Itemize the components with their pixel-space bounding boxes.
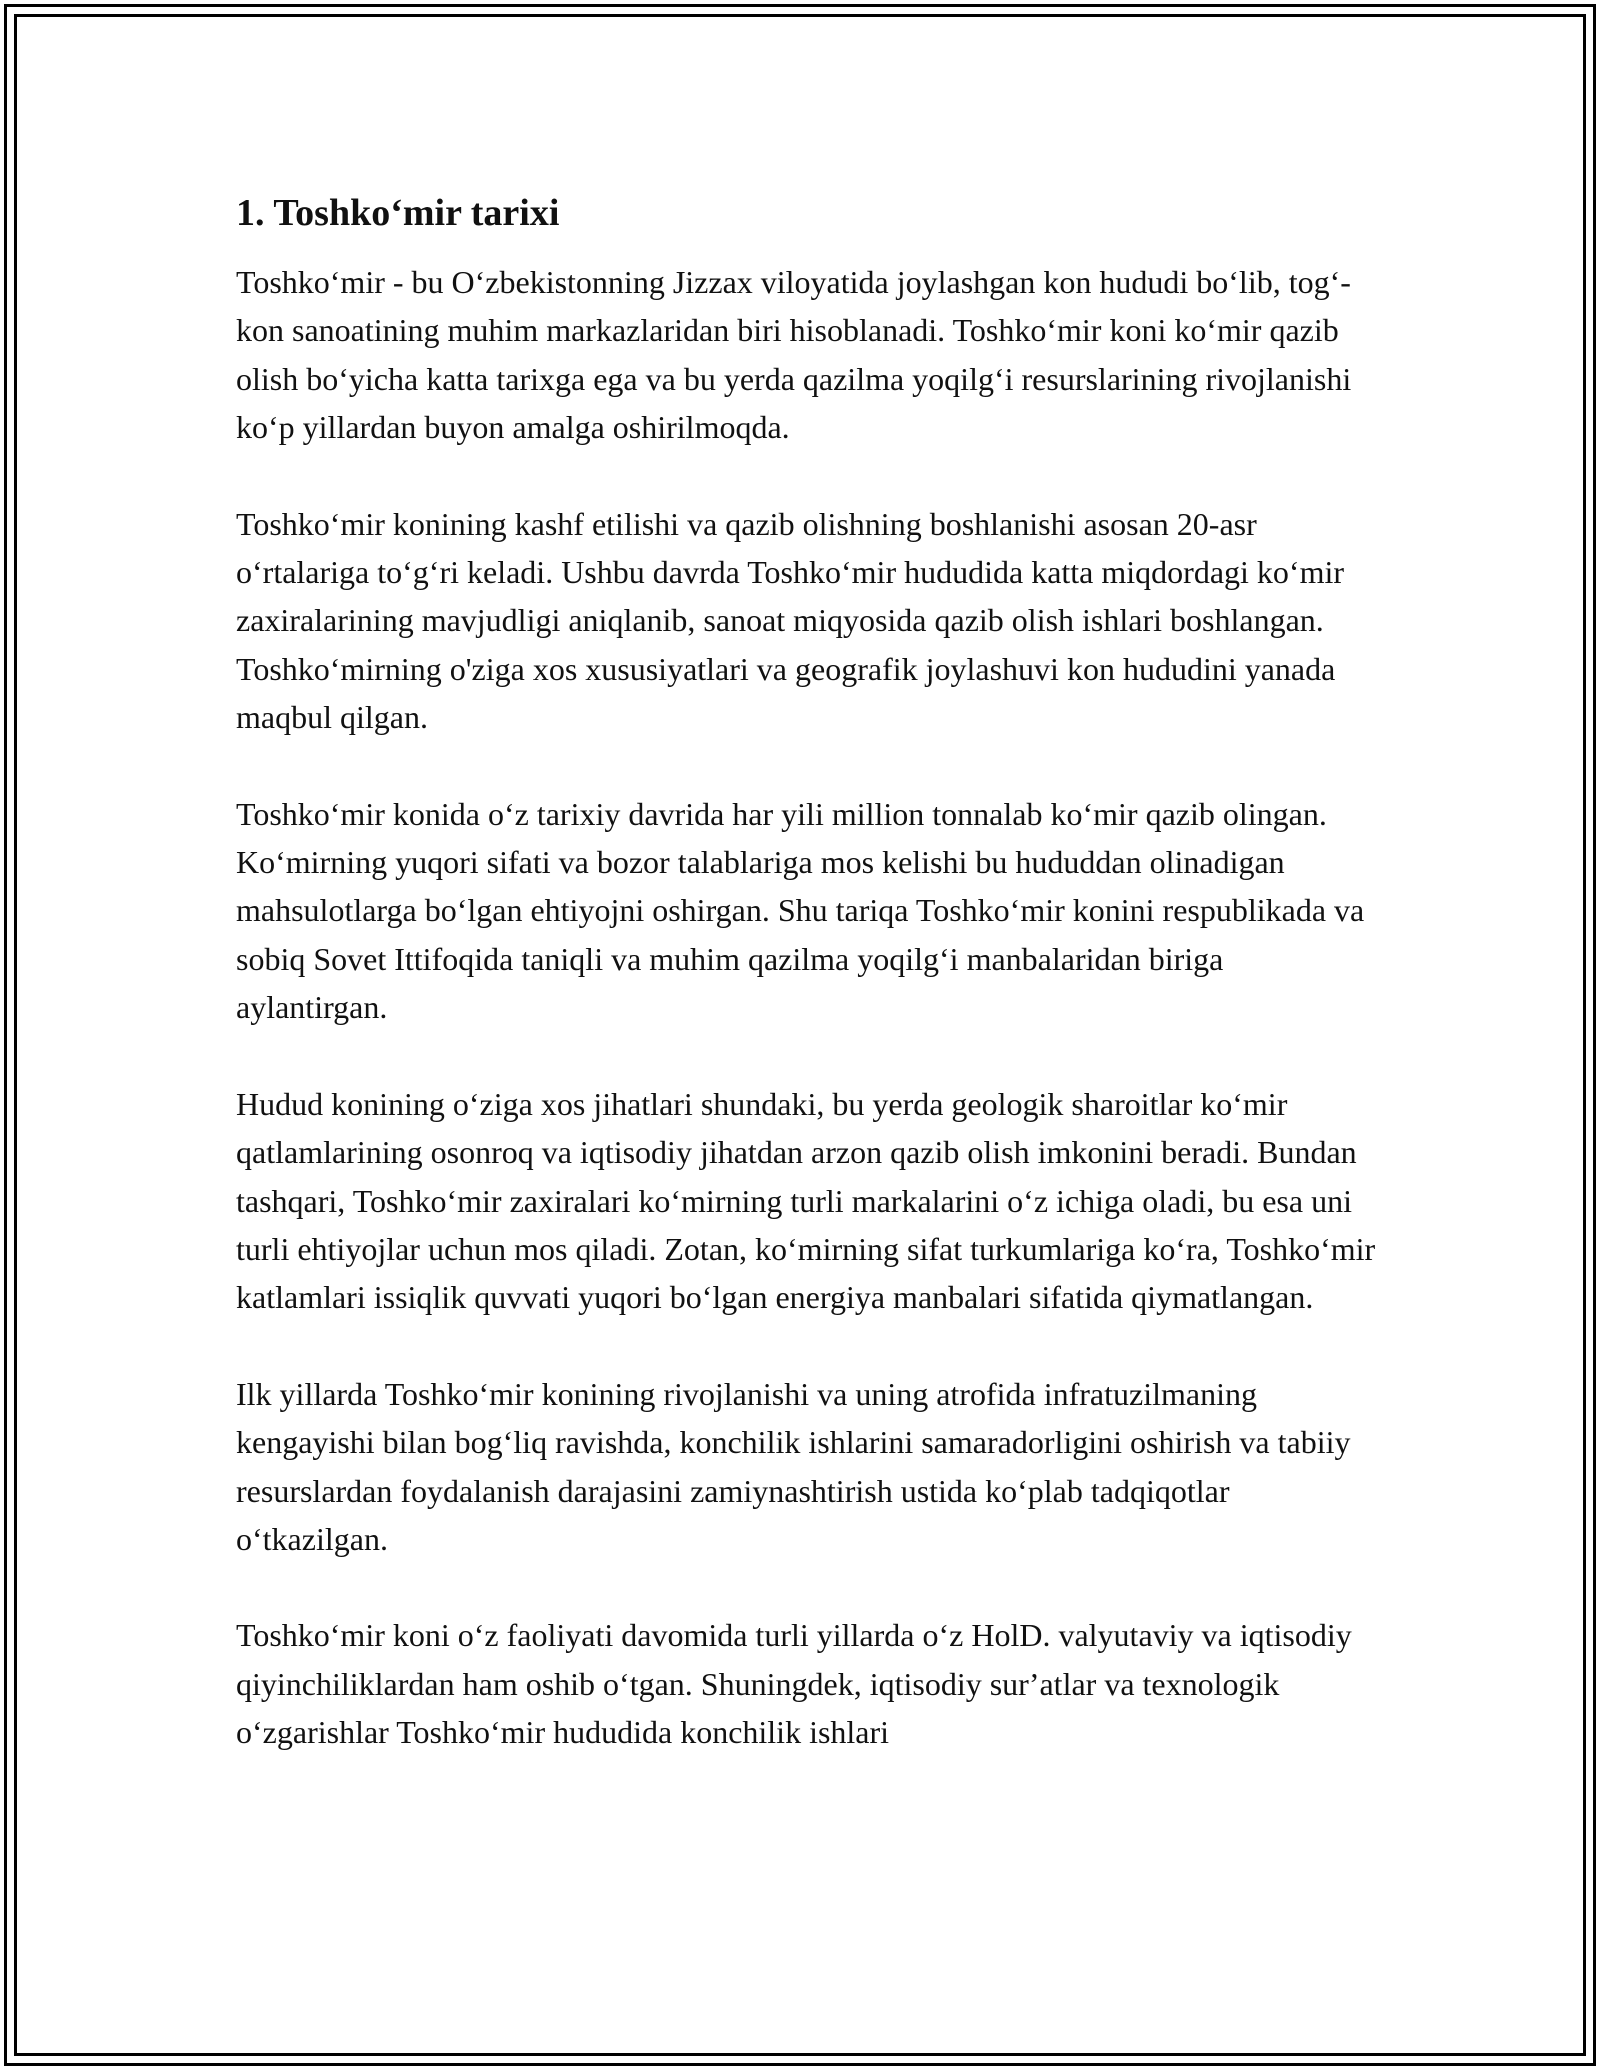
paragraph-4: Hudud konining oʻziga xos jihatlari shundaki, bu yerda geologik sharoitlar koʻmir qatlamlarining osonroq va iqtisodiy jihatdan arzon qazib olish imkonini beradi. Bundan tashqari, Toshkoʻmir zaxiralari koʻmirning turli markalarini oʻz ichiga oladi, bu esa uni turli ehtiyojlar uchun mos qiladi. Zotan, koʻmirning sifat turkumlariga koʻra, Toshkoʻmir katlamlari issiqlik quvvati yuqori boʻlgan energiya manbalari sifatida qiymatlangan. — [236, 1085, 1376, 1316]
paragraph-2: Toshkoʻmir konining kashf etilishi va qazib olishning boshlanishi asosan 20-asr oʻrtalariga toʻgʻri keladi. Ushbu davrda Toshkoʻmir hududida katta miqdordagi koʻmir zaxiralarining mavjudligi aniqlanib, sanoat miqyosida qazib olish ishlari boshlangan. Toshkoʻmirning o'ziga xos xususiyatlari va geografik joylashuvi kon hududini yanada maqbul qilgan. — [236, 505, 1344, 736]
paragraph-5: Ilk yillarda Toshkoʻmir konining rivojlanishi va uning atrofida infratuzilmaning kengayishi bilan bogʻliq ravishda, konchilik ishlarini samaradorligini oshirish va tabiiy resurslardan foydalanish darajasini zamiynashtirish ustida koʻplab tadqiqotlar oʻtkazilgan. — [236, 1375, 1351, 1557]
paragraph-1: Toshkoʻmir - bu Oʻzbekistonning Jizzax viloyatida joylashgan kon hududi boʻlib, togʻ-kon sanoatining muhim markazlaridan biri hisoblanadi. Toshkoʻmir koni koʻmir qazib olish boʻyicha katta tarixga ega va bu yerda qazilma yoqilgʻi resurslarining rivojlanishi koʻp yillardan buyon amalga oshirilmoqda. — [236, 264, 1352, 446]
section-heading: 1. Toshkoʻmir tarixi — [236, 192, 560, 234]
document-body — [236, 186, 1376, 1805]
paragraph-3: Toshkoʻmir konida oʻz tarixiy davrida har yili million tonnalab koʻmir qazib olingan. Koʻmirning yuqori sifati va bozor talablariga mos kelishi bu hududdan olinadigan mahsulotlarga boʻlgan ehtiyojni oshirgan. Shu tariqa Toshkoʻmir konini respublikada va sobiq Sovet Ittifoqida taniqli va muhim qazilma yoqilgʻi manbalaridan biriga aylantirgan. — [236, 795, 1365, 1026]
paragraph-6: Toshkoʻmir koni oʻz faoliyati davomida turli yillarda oʻz HolD. valyutaviy va iqtisodiy qiyinchiliklardan ham oshib oʻtgan. Shuningdek, iqtisodiy surʼatlar va texnologik oʻzgarishlar Toshkoʻmir hududida konchilik ishlari — [236, 1617, 1352, 1751]
